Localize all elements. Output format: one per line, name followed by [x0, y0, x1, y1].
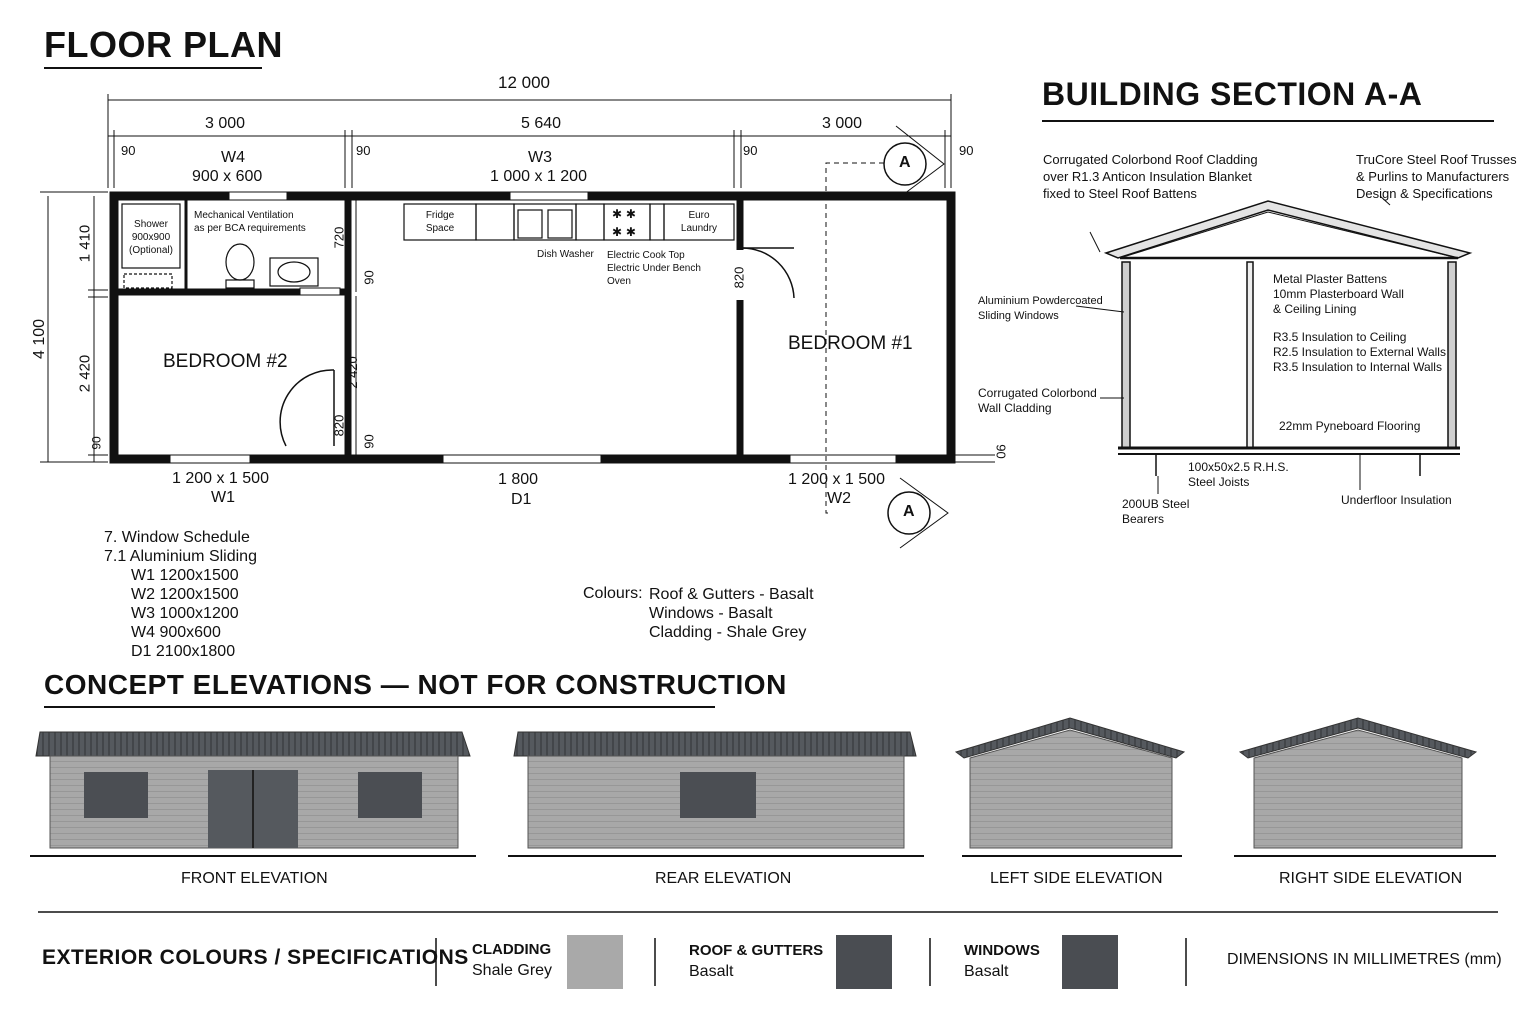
dishwasher-label: Dish Washer: [537, 249, 594, 260]
swatch-cladding-value: Shale Grey: [472, 962, 553, 979]
note-battens: Metal Plaster Battens 10mm Plasterboard Wall & Ceiling Lining: [1273, 272, 1404, 316]
note-trusses: TruCore Steel Roof Trusses & Purlins to Manufacturers Design & Specifications: [1356, 152, 1517, 201]
elevations-title-underline: [44, 706, 715, 708]
swatch-cladding-name: CLADDING: [472, 941, 552, 958]
left-elevation-drawing: [956, 718, 1184, 856]
note-insulation: R3.5 Insulation to Ceiling R2.5 Insulation to External Walls R3.5 Insulation to Internal Walls: [1273, 330, 1446, 374]
w4-size: 900 x 600: [192, 168, 263, 185]
floor-plan-title-underline: [44, 67, 262, 69]
svg-text:✱ ✱: ✱ ✱: [612, 207, 636, 221]
plan-dimension-lines: [40, 94, 995, 462]
colours-note-label: Colours:: [583, 585, 643, 602]
note-bearers: 200UB Steel Bearers: [1122, 497, 1190, 526]
dim-gap: 90: [356, 143, 371, 158]
w3-name: W3: [528, 149, 552, 166]
swatch-windows-chip: [1062, 935, 1118, 989]
dim-820: 820: [731, 266, 747, 289]
dim-mid: 5 640: [521, 115, 562, 132]
swatch-windows-value: Basalt: [964, 963, 1009, 980]
dim-gap: 90: [743, 143, 758, 158]
ventilation-label: Mechanical Ventilation as per BCA requirements: [194, 210, 306, 234]
dim-gap: 90: [959, 143, 974, 158]
note-flooring: 22mm Pyneboard Flooring: [1279, 419, 1421, 433]
dim-gap: 90: [89, 436, 104, 450]
dim-820: 820: [331, 414, 347, 437]
dim-right: 3 000: [822, 115, 863, 132]
floor-plan-title: FLOOR PLAN: [44, 24, 283, 65]
plan-doors: [280, 248, 794, 449]
w2-size: 1 200 x 1 500: [788, 471, 885, 488]
section-marker-bottom: A: [903, 503, 915, 520]
right-elevation-label: RIGHT SIDE ELEVATION: [1279, 870, 1463, 887]
dim-left: 3 000: [205, 115, 246, 132]
dim-depth: 4 100: [31, 318, 49, 360]
section-title: BUILDING SECTION A-A: [1042, 76, 1423, 112]
left-elevation-label: LEFT SIDE ELEVATION: [990, 870, 1163, 887]
note-roof: Corrugated Colorbond Roof Cladding over R1.3 Anticon Insulation Blanket fixed to Steel Roof Battens: [1043, 152, 1258, 201]
swatch-roof-name: ROOF & GUTTERS: [689, 942, 824, 959]
note-windows: Aluminium Powdercoated Sliding Windows: [978, 295, 1103, 322]
note-cladding: Corrugated Colorbond Wall Cladding: [978, 386, 1097, 415]
w1-name: W1: [211, 489, 235, 506]
note-underfloor: Underfloor Insulation: [1341, 493, 1452, 507]
w4-name: W4: [221, 149, 245, 166]
d1-size: 1 800: [498, 471, 539, 488]
cooktop-burners: [612, 207, 636, 239]
shower-label: Shower 900x900 (Optional): [129, 219, 173, 256]
dim-gap: 90: [121, 143, 136, 158]
colours-note: Roof & Gutters - Basalt Windows - Basalt Cladding - Shale Grey: [649, 586, 814, 641]
rear-elevation-label: REAR ELEVATION: [655, 870, 792, 887]
window-schedule: 7. Window Schedule 7.1 Aluminium Sliding W1 1200x1500 W2 1200x1500 W3 1000x1200 W4 900x600 D1 2100x1800: [104, 529, 257, 660]
fridge-label: Fridge Space: [425, 210, 455, 234]
bedroom1-label: BEDROOM #1: [788, 333, 913, 354]
laundry-label: Euro Laundry: [680, 210, 718, 234]
right-elevation-drawing: [1234, 718, 1496, 856]
section-title-underline: [1042, 120, 1494, 122]
w1-size: 1 200 x 1 500: [172, 470, 269, 487]
dim-gap: 90: [361, 434, 377, 449]
section-marker-top: A: [899, 154, 911, 171]
dim-2420: 2 420: [76, 354, 94, 393]
elevations-title: CONCEPT ELEVATIONS — NOT FOR CONSTRUCTION: [44, 669, 787, 700]
swatch-windows-name: WINDOWS: [964, 942, 1040, 959]
svg-text:✱ ✱: ✱ ✱: [612, 225, 636, 239]
units-note: DIMENSIONS IN MILLIMETRES (mm): [1227, 951, 1502, 968]
bedroom2-label: BEDROOM #2: [163, 351, 288, 372]
dim-gap: 90: [993, 444, 1009, 459]
dim-gap: 90: [361, 270, 377, 285]
swatch-cladding-chip: [567, 935, 623, 989]
footer-title: EXTERIOR COLOURS / SPECIFICATIONS: [42, 946, 469, 969]
front-elevation-drawing: [30, 732, 476, 856]
swatch-roof-value: Basalt: [689, 963, 734, 980]
cooktop-label: Electric Cook Top Electric Under Bench Oven: [607, 250, 701, 287]
rear-elevation-drawing: [508, 732, 924, 856]
dim-2420-inner: 2 420: [344, 356, 360, 389]
d1-name: D1: [511, 491, 532, 508]
dim-720: 720: [331, 226, 347, 249]
swatch-roof-chip: [836, 935, 892, 989]
floor-plan-walls: [114, 196, 951, 459]
w3-size: 1 000 x 1 200: [490, 168, 587, 185]
front-elevation-label: FRONT ELEVATION: [181, 870, 328, 887]
w2-name: W2: [827, 490, 851, 507]
dim-1410: 1 410: [76, 224, 94, 263]
dim-overall: 12 000: [498, 73, 550, 92]
note-joists: 100x50x2.5 R.H.S. Steel Joists: [1188, 460, 1289, 489]
